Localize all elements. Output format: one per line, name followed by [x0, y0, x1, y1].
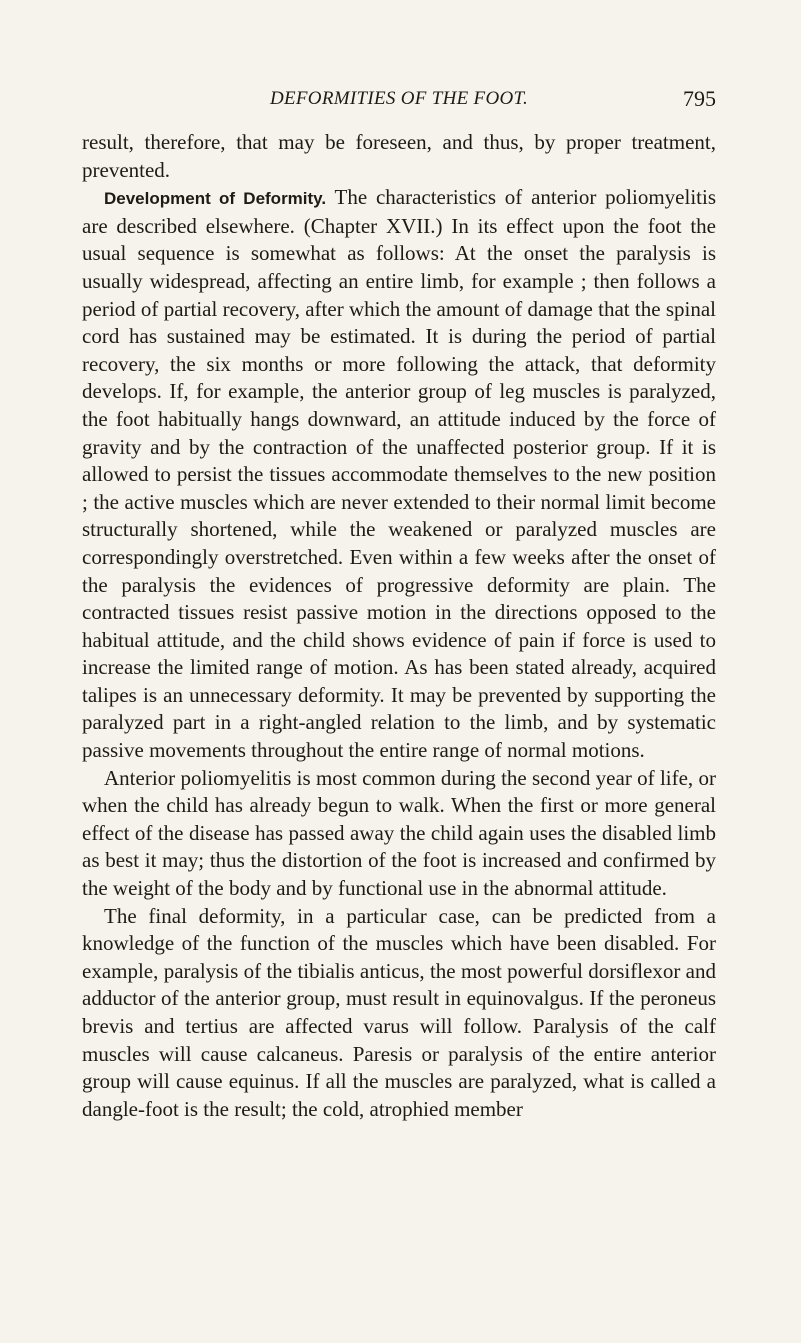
paragraph-text: Anterior poliomyelitis is most common during the second year of life, or when the child has already begun to walk. When the first or more general effect of the disease has passed away the child again uses the disabled limb as best it may; thus the distortion of the foot is increased and confirmed by the weight of the body and by functional use in the abnormal attitude. [82, 765, 716, 901]
page-header [82, 88, 716, 118]
section-heading: Development of Deformity. [104, 189, 327, 209]
running-title: DEFORMITIES OF THE FOOT. [269, 88, 529, 109]
paragraph [82, 184, 716, 764]
paragraph-text: The characteristics of anterior poliomyelitis are described elsewhere. (Chapter XVII.) In its effect upon the foot the usual sequence is somewhat as follows: At the onset the paralysis is usually widespread, affecting an entire limb, for example ; then follows a period of partial recovery, after which the amount of damage that the spinal cord has sustained may be estimated. It is during the period of partial recovery, the six months or more following the attack, that deformity develops. If, for example, the anterior group of leg muscles is paralyzed, the foot habitually hangs downward, an attitude induced by the force of gravity and by the contraction of the unaffected posterior group. If it is allowed to persist the tissues accommodate themselves to the new position ; the active muscles which are never extended to their normal limit become structurally shortened, while the weakened or paralyzed muscles are correspondingly overstretched. Even within a few weeks after the onset of the paralysis the evidences of progressive deformity are plain. The contracted tissues resist passive motion in the directions opposed to the habitual attitude, and the child shows evidence of pain if force is used to increase the limited range of motion. As has been stated already, acquired talipes is an unnecessary deformity. It may be prevented by supporting the paralyzed part in a right-angled relation to the limb, and by systematic passive movements throughout the entire range of normal motions. [82, 185, 716, 763]
page-number: 795 [683, 86, 716, 111]
paragraph-text: The final deformity, in a particular case, can be predicted from a knowledge of the function of the muscles which have been disabled. For example, paralysis of the tibialis anticus, the most powerful dorsiflexor and adductor of the anterior group, must result in equinovalgus. If the peroneus brevis and tertius are affected varus will follow. Paralysis of the calf muscles will cause calcaneus. Paresis or paralysis of the entire anterior group will cause equinus. If all the muscles are paralyzed, what is called a dangle-foot is the result; the cold, atrophied member [82, 903, 716, 1121]
body-text [82, 129, 716, 1123]
paragraph-text: result, therefore, that may be foreseen, and thus, by proper treatment, prevented. [82, 130, 716, 182]
paragraph [82, 903, 716, 1124]
paragraph [82, 129, 716, 184]
paragraph [82, 765, 716, 903]
